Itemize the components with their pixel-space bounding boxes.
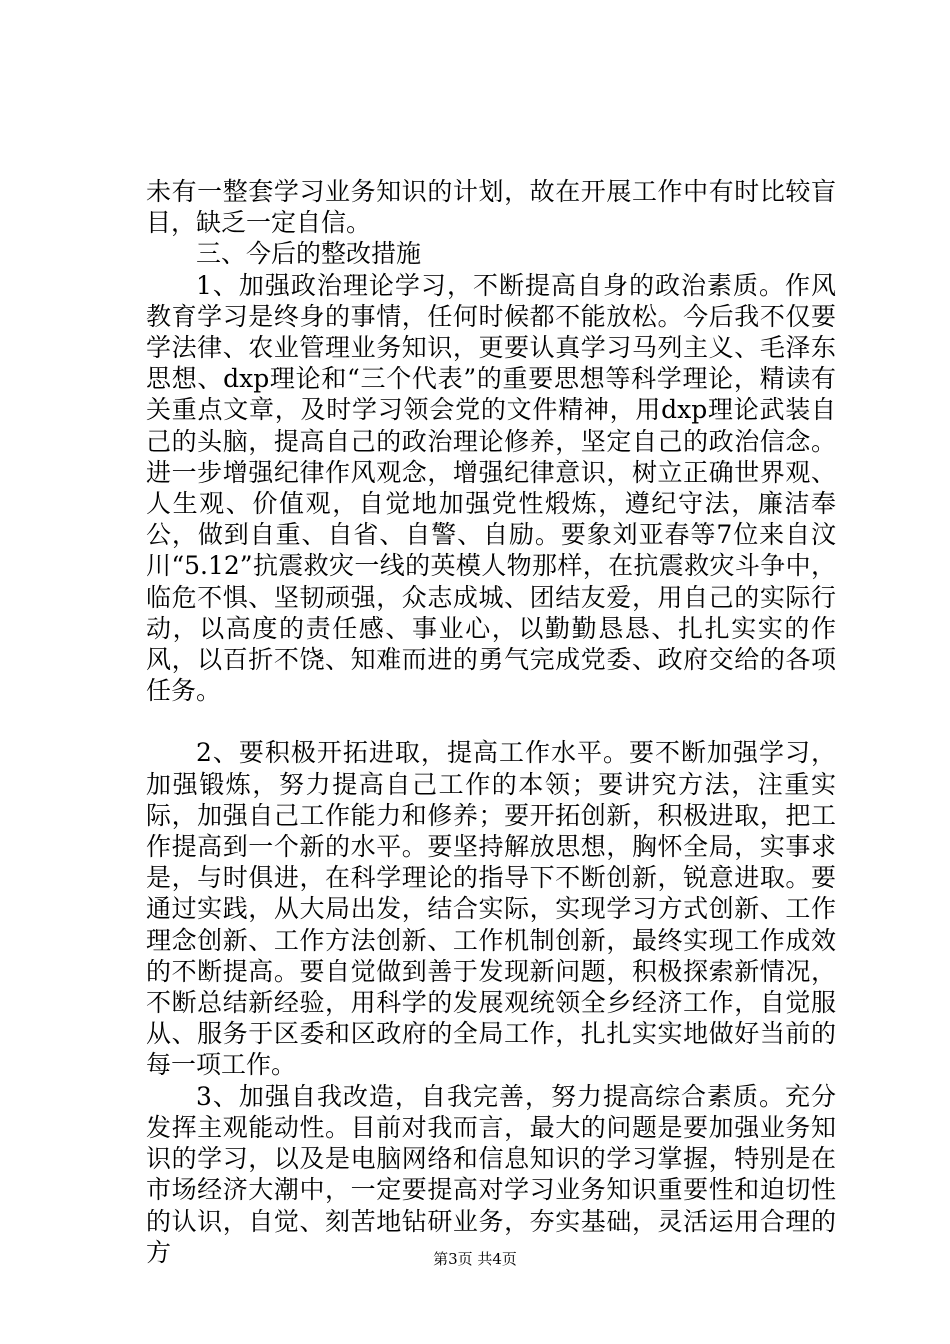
- document-body: [146, 176, 836, 1268]
- section-heading: 三、今后的整改措施: [196, 239, 422, 269]
- paragraph-item-3: 3、加强自我改造，自我完善，努力提高综合素质。充分发挥主观能动性。目前对我而言，最大的问题是要加强业务知识的学习，以及是电脑网络和信息知识的学习掌握，特别是在市场经济大潮中，一定要提高对学习业务知识重要性和迫切性的认识，自觉、刻苦地钻研业务，夯实基础，灵活运用合理的方: [146, 1081, 836, 1267]
- page-number-footer: 第3页 共4页: [433, 1250, 517, 1268]
- paragraph-continuation: 未有一整套学习业务知识的计划，故在开展工作中有时比较盲目，缺乏一定自信。: [146, 177, 836, 238]
- paragraph-item-1: 1、加强政治理论学习，不断提高自身的政治素质。作风教育学习是终身的事情，任何时候都不能放松。今后我不仅要学法律、农业管理业务知识，更要认真学习马列主义、毛泽东思想、dxp理论和“三个代表”的重要思想等科学理论，精读有关重点文章，及时学习领会党的文件精神，用dxp理论武装自己的头脑，提高自己的政治理论修养，坚定自己的政治信念。进一步增强纪律作风观念，增强纪律意识，树立正确世界观、人生观、价值观，自觉地加强党性煅炼，遵纪守法，廉洁奉公，做到自重、自省、自警、自励。要象刘亚春等7位来自汶川“5.12”抗震救灾一线的英模人物那样，在抗震救灾斗争中，临危不惧、坚韧顽强，众志成城、团结友爱，用自己的实际行动，以高度的责任感、事业心，以勤勤恳恳、扎扎实实的作风，以百折不饶、知难而进的勇气完成党委、政府交给的各项任务。: [146, 270, 836, 706]
- paragraph-spacer: [146, 706, 836, 737]
- paragraph-item-2: 2、要积极开拓进取，提高工作水平。要不断加强学习，加强锻炼，努力提高自己工作的本领；要讲究方法，注重实际，加强自己工作能力和修养；要开拓创新，积极进取，把工作提高到一个新的水平。要坚持解放思想，胸怀全局，实事求是，与时俱进，在科学理论的指导下不断创新，锐意进取。要通过实践，从大局出发，结合实际，实现学习方式创新、工作理念创新、工作方法创新、工作机制创新，最终实现工作成效的不断提高。要自觉做到善于发现新问题，积极探索新情况，不断总结新经验，用科学的发展观统领全乡经济工作，自觉服从、服务于区委和区政府的全局工作，扎扎实实地做好当前的每一项工作。: [146, 738, 836, 1080]
